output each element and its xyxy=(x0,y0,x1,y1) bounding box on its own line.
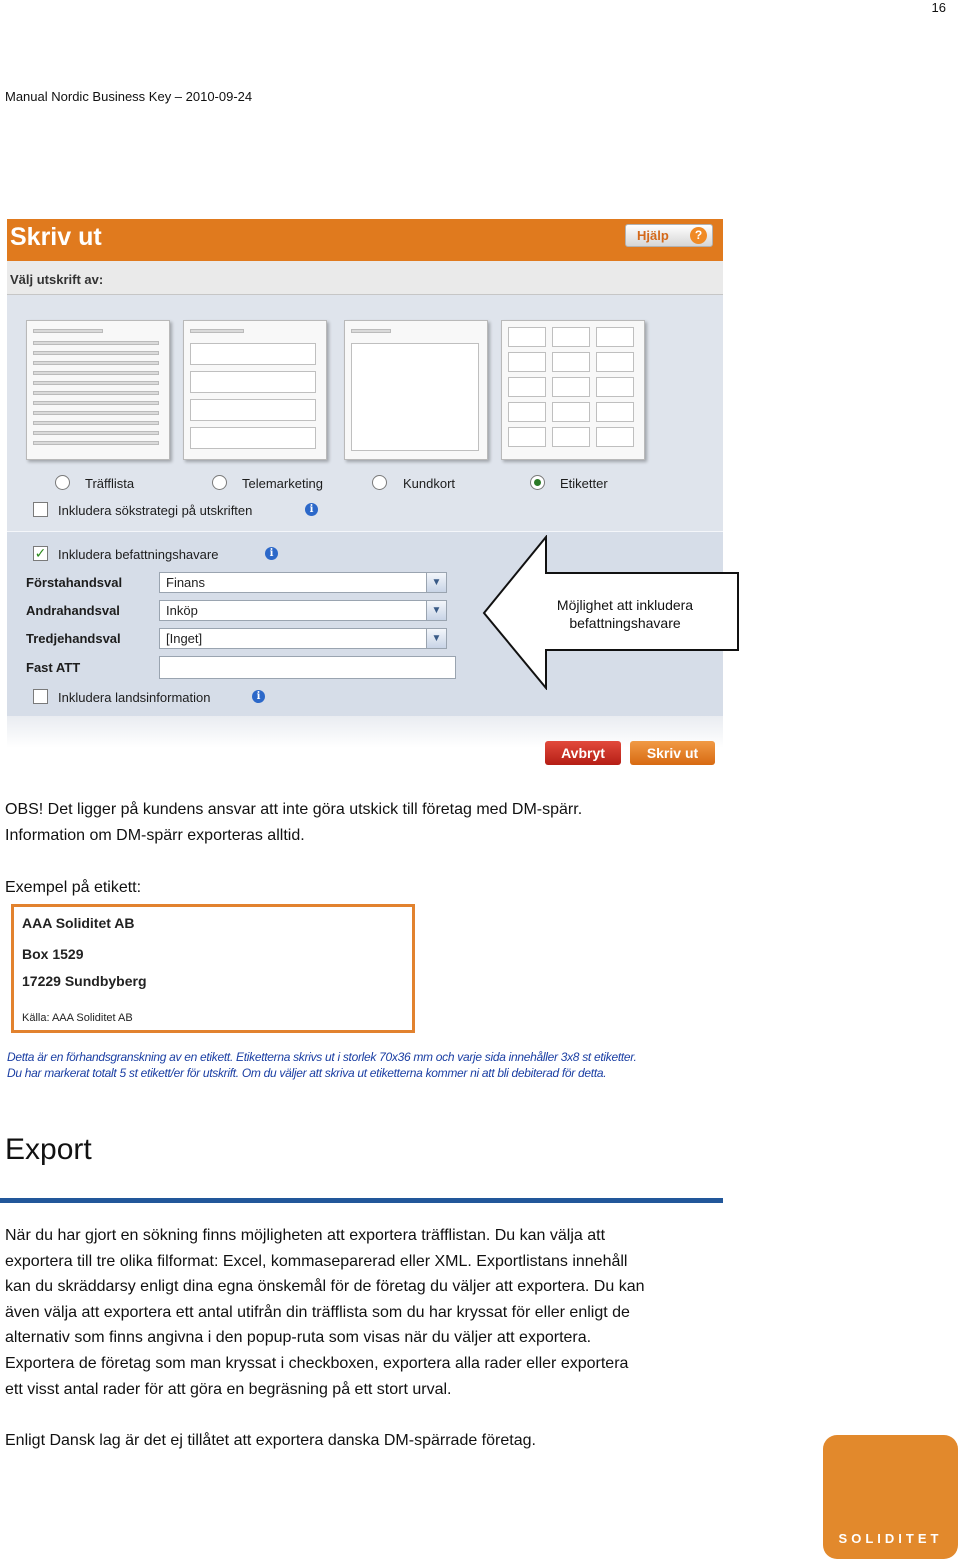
radio-label-telemarketing: Telemarketing xyxy=(242,476,323,491)
label-source: Källa: AAA Soliditet AB xyxy=(22,1012,133,1024)
label-example xyxy=(11,904,415,1033)
preview-note-line-1: Detta är en förhandsgranskning av en etikett. Etiketterna skrivs ut i storlek 70x36 mm och varje sida innehåller 3x8 st etiketter. xyxy=(7,1050,637,1064)
export-heading: Export xyxy=(5,1133,92,1166)
export-line-4: även välja att exportera ett antal utifrån din träfflista som du har kryssat för eller enligt de xyxy=(5,1303,630,1321)
chevron-down-icon: ▼ xyxy=(426,629,446,648)
obs-line-1: OBS! Det ligger på kundens ansvar att inte göra utskick till företag med DM-spärr. xyxy=(5,801,583,818)
export-line-7: ett visst antal rader för att göra en begräsning på ett stort urval. xyxy=(5,1380,452,1398)
radio-etiketter[interactable] xyxy=(530,475,545,490)
help-label: Hjälp xyxy=(637,228,669,243)
export-line-2: exportera till tre olika filformat: Excel, kommaseparerad eller XML. Exportlistans innehåll xyxy=(5,1252,628,1270)
include-country-checkbox[interactable] xyxy=(33,689,48,704)
second-choice-value: Inköp xyxy=(166,603,198,618)
example-heading: Exempel på etikett: xyxy=(5,879,142,896)
dialog-subtitle: Välj utskrift av: xyxy=(7,261,723,295)
label-line-1: AAA Soliditet AB xyxy=(22,915,135,931)
export-line-6: Exportera de företag som man kryssat i checkboxen, exportera alla rader eller exportera xyxy=(5,1354,629,1372)
obs-line-2: Information om DM-spärr exporteras alltid. xyxy=(5,826,305,844)
info-icon[interactable]: i xyxy=(252,690,265,703)
danish-law-note: Enligt Dansk lag är det ej tillåtet att exportera danska DM-spärrade företag. xyxy=(5,1432,536,1449)
second-choice-select[interactable] xyxy=(159,600,447,621)
third-choice-label: Tredjehandsval xyxy=(26,631,121,646)
document-header: Manual Nordic Business Key – 2010-09-24 xyxy=(5,89,253,104)
include-country-label: Inkludera landsinformation xyxy=(58,690,211,705)
first-choice-label: Förstahandsval xyxy=(26,575,123,590)
chevron-down-icon: ▼ xyxy=(426,601,446,620)
traefflista-preview-icon[interactable] xyxy=(26,320,170,460)
callout-text xyxy=(546,596,704,632)
radio-kundkort[interactable] xyxy=(372,475,387,490)
third-choice-value: [Inget] xyxy=(166,631,203,646)
label-preview-note xyxy=(7,1049,727,1081)
first-choice-value: Finans xyxy=(166,575,206,590)
fast-att-input[interactable] xyxy=(159,656,456,679)
obs-note xyxy=(5,797,582,848)
callout-line-1: Möjlighet att inkludera xyxy=(556,597,694,613)
help-icon: ? xyxy=(690,227,707,244)
dialog-title-bar xyxy=(7,219,723,261)
label-line-3: 17229 Sundbyberg xyxy=(22,973,147,989)
telemarketing-preview-icon[interactable] xyxy=(183,320,327,460)
radio-label-etiketter: Etiketter xyxy=(560,476,608,491)
fast-att-label: Fast ATT xyxy=(26,660,81,675)
radio-label-kundkort: Kundkort xyxy=(403,476,456,491)
export-paragraph xyxy=(5,1223,725,1402)
first-choice-select[interactable] xyxy=(159,572,447,593)
export-line-5: alternativ som finns angivna i den popup-ruta som visas när du väljer att exportera. xyxy=(5,1329,592,1347)
etiketter-preview-icon[interactable] xyxy=(501,320,645,460)
radio-traefflista[interactable] xyxy=(55,475,70,490)
soliditet-logo xyxy=(823,1435,958,1559)
section-divider xyxy=(0,1198,723,1203)
print-button[interactable]: Skriv ut xyxy=(630,741,715,765)
third-choice-select[interactable] xyxy=(159,628,447,649)
preview-note-line-2: Du har markerat totalt 5 st etikett/er för utskrift. Om du väljer att skriva ut etiketterna kommer ni att bli debiterad för detta. xyxy=(7,1066,607,1080)
kundkort-preview-icon[interactable] xyxy=(344,320,488,460)
include-strategy-checkbox[interactable] xyxy=(33,502,48,517)
print-options-panel xyxy=(7,295,723,531)
second-choice-label: Andrahandsval xyxy=(26,603,120,618)
radio-telemarketing[interactable] xyxy=(212,475,227,490)
dialog-title: Skriv ut xyxy=(10,223,102,251)
cancel-button[interactable]: Avbryt xyxy=(545,741,621,765)
info-icon[interactable]: i xyxy=(265,547,278,560)
info-icon[interactable]: i xyxy=(305,503,318,516)
include-strategy-label: Inkludera sökstrategi på utskriften xyxy=(58,503,253,518)
label-line-2: Box 1529 xyxy=(22,946,84,962)
callout-line-2: befattningshavare xyxy=(569,615,681,631)
radio-label-traefflista: Träfflista xyxy=(85,476,135,491)
logo-text: SOLIDITET xyxy=(838,1531,943,1546)
page-number: 16 xyxy=(931,0,946,15)
help-button[interactable] xyxy=(625,224,713,247)
include-positions-label: Inkludera befattningshavare xyxy=(58,547,219,562)
include-positions-checkbox[interactable]: ✓ xyxy=(34,545,47,561)
export-line-1: När du har gjort en sökning finns möjligheten att exportera träfflistan. Du kan välja att xyxy=(5,1227,606,1244)
chevron-down-icon: ▼ xyxy=(426,573,446,592)
export-line-3: kan du skräddarsy enligt dina egna önskemål för de företag du väljer att exportera. Du kan xyxy=(5,1278,645,1296)
